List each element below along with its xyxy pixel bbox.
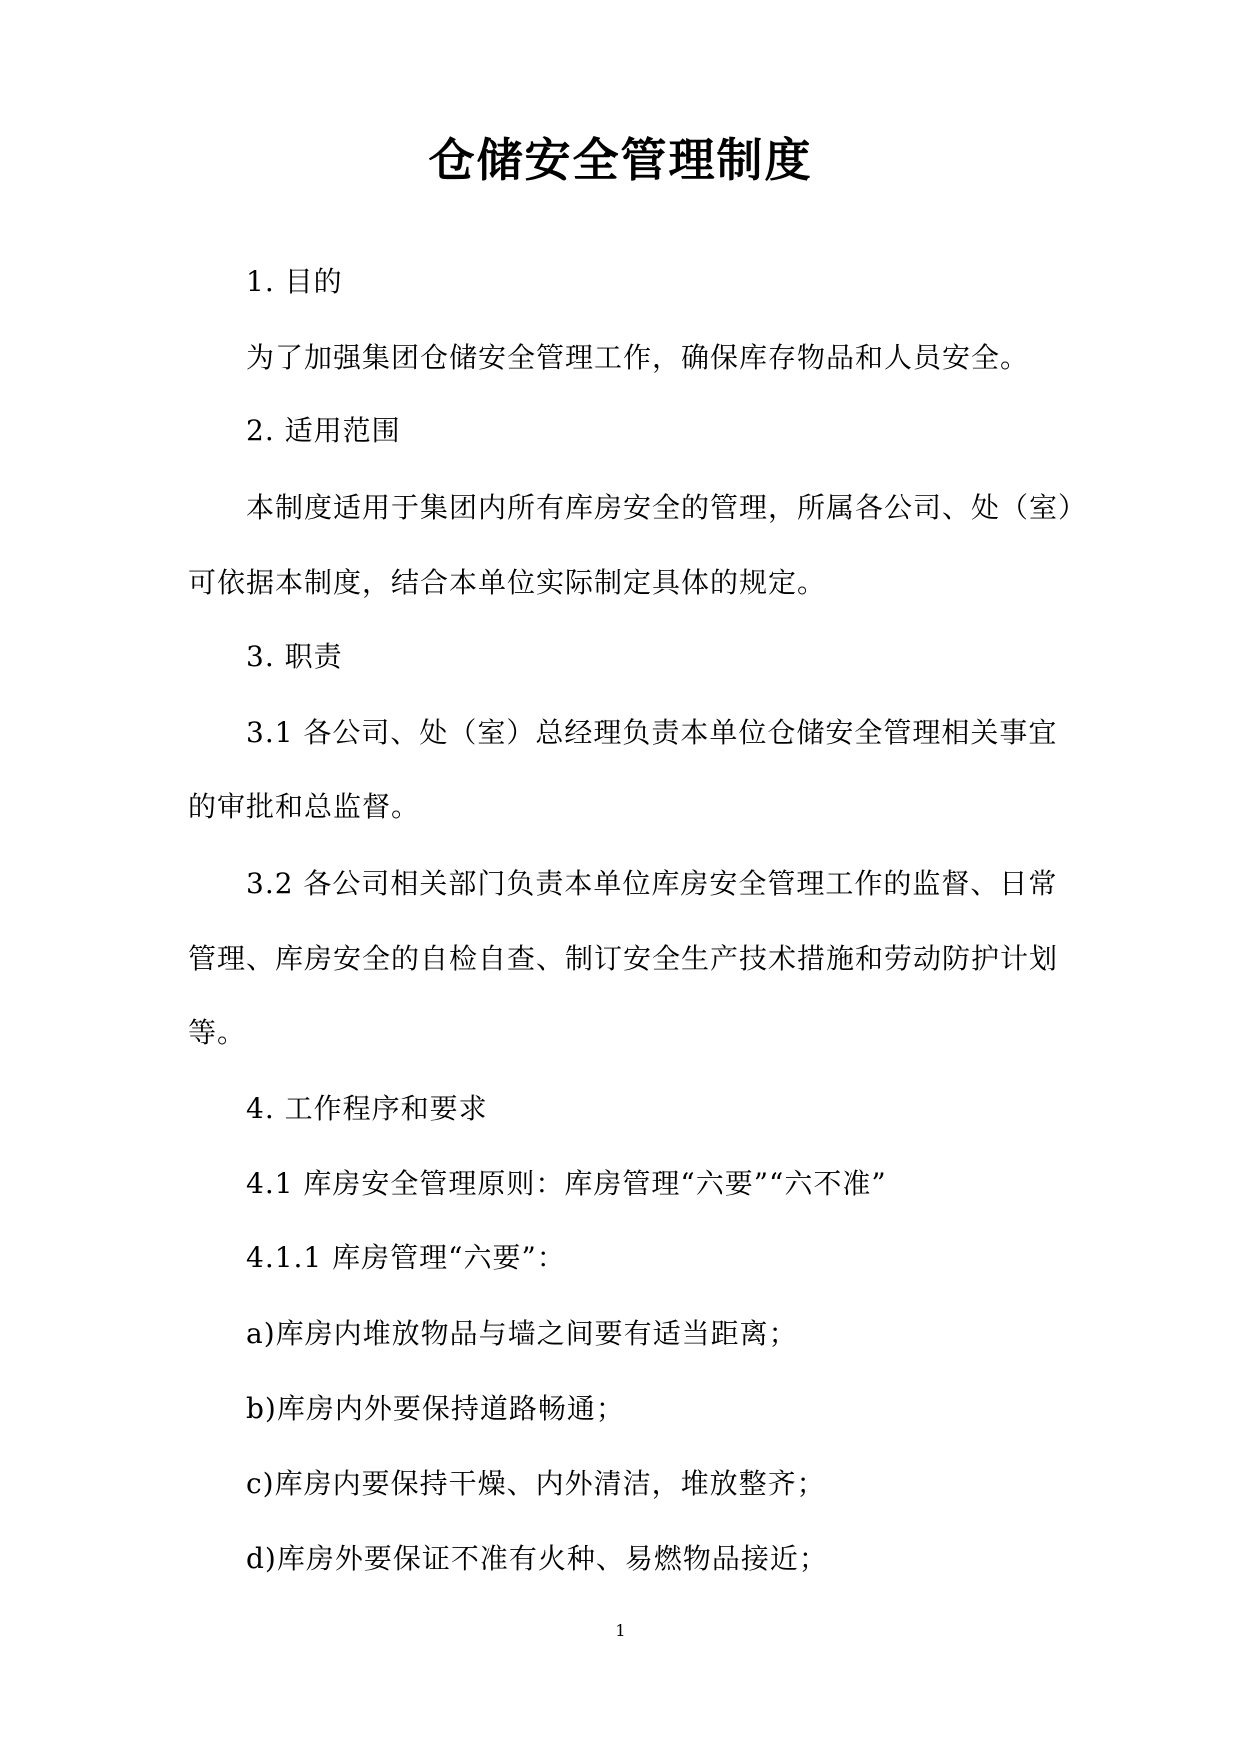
paragraph-line: 3.1 各公司、处（室）总经理负责本单位仓储安全管理相关事宜 [246,716,1058,749]
paragraph-line: 的审批和总监督。 [188,790,421,823]
section-heading-purpose: 1. 目的 [246,265,343,298]
paragraph-line: 可依据本制度，结合本单位实际制定具体的规定。 [188,566,827,599]
list-item: b)库房内外要保持道路畅通； [246,1392,625,1425]
section-heading-procedures: 4. 工作程序和要求 [246,1092,488,1125]
paragraph-line: 4.1.1 库房管理“六要”： [246,1241,566,1274]
list-item: c)库房内要保持干燥、内外清洁，堆放整齐； [246,1467,826,1500]
paragraph-line: 4.1 库房安全管理原则：库房管理“六要”“六不准” [246,1167,887,1200]
paragraph-line: 为了加强集团仓储安全管理工作，确保库存物品和人员安全。 [246,341,1030,374]
list-item: a)库房内堆放物品与墙之间要有适当距离； [246,1317,798,1350]
list-item: d)库房外要保证不准有火种、易燃物品接近； [246,1542,828,1575]
paragraph-line: 3.2 各公司相关部门负责本单位库房安全管理工作的监督、日常 [246,867,1058,900]
section-heading-duties: 3. 职责 [246,640,343,673]
page-number: 1 [615,1621,626,1640]
document-title: 仓储安全管理制度 [428,133,813,187]
paragraph-line: 管理、库房安全的自检自查、制订安全生产技术措施和劳动防护计划 [188,942,1059,975]
paragraph-line: 本制度适用于集团内所有库房安全的管理，所属各公司、处（室） [246,491,1088,524]
paragraph-line: 等。 [188,1016,247,1049]
section-heading-scope: 2. 适用范围 [246,414,401,447]
